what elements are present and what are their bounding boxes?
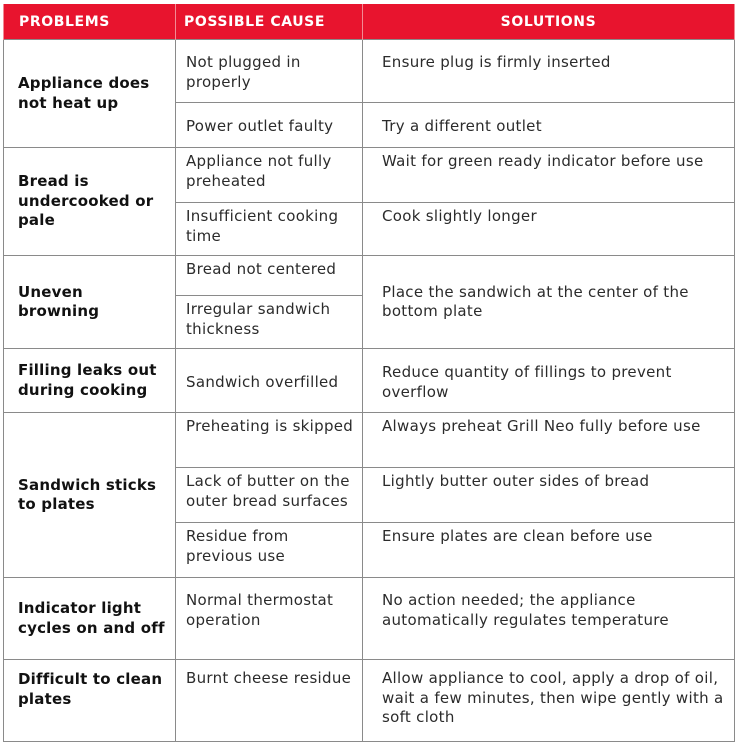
solution-cell: Cook slightly longer <box>363 203 735 256</box>
solution-cell: Allow appliance to cool, apply a drop of oil, wait a few minutes, then wipe gently with a soft cloth <box>363 660 735 742</box>
table-row <box>4 578 735 660</box>
table-row <box>4 40 735 103</box>
cause-cell: Power outlet faulty <box>176 103 363 148</box>
cause-cell: Insufficient cooking time <box>176 203 363 256</box>
cause-cell: Residue from previous use <box>176 523 363 578</box>
cause-cell: Irregular sandwich thickness <box>176 296 363 349</box>
cause-cell: Lack of butter on the outer bread surfaces <box>176 468 363 523</box>
solution-cell: Ensure plug is firmly inserted <box>363 40 735 103</box>
solution-cell: Reduce quantity of fillings to prevent overflow <box>363 349 735 413</box>
problem-cell: Difficult to clean plates <box>4 660 176 742</box>
table-row <box>4 256 735 296</box>
table-row <box>4 660 735 742</box>
problem-cell: Sandwich sticks to plates <box>4 413 176 578</box>
problem-cell: Filling leaks out during cooking <box>4 349 176 413</box>
header-solutions: SOLUTIONS <box>363 4 735 40</box>
solution-cell: Place the sandwich at the center of the bottom plate <box>363 256 735 349</box>
cause-cell: Normal thermostat operation <box>176 578 363 660</box>
solution-cell: Always preheat Grill Neo fully before use <box>363 413 735 468</box>
table-row <box>4 148 735 203</box>
troubleshooting-table <box>3 4 735 742</box>
cause-cell: Burnt cheese residue <box>176 660 363 742</box>
cause-cell: Not plugged in properly <box>176 40 363 103</box>
solution-cell: Wait for green ready indicator before use <box>363 148 735 203</box>
cause-cell: Sandwich overfilled <box>176 349 363 413</box>
cause-cell: Appliance not fully preheated <box>176 148 363 203</box>
table-row <box>4 413 735 468</box>
header-problems: PROBLEMS <box>4 4 176 40</box>
solution-cell: Ensure plates are clean before use <box>363 523 735 578</box>
cause-cell: Bread not centered <box>176 256 363 296</box>
problem-cell: Indicator light cycles on and off <box>4 578 176 660</box>
problem-cell: Bread is undercooked or pale <box>4 148 176 256</box>
solution-cell: Lightly butter outer sides of bread <box>363 468 735 523</box>
table-row <box>4 349 735 413</box>
header-possible-cause: POSSIBLE CAUSE <box>176 4 363 40</box>
header-row <box>4 4 735 40</box>
problem-cell: Appliance does not heat up <box>4 40 176 148</box>
troubleshooting-table-container <box>3 4 735 742</box>
cause-cell: Preheating is skipped <box>176 413 363 468</box>
problem-cell: Uneven browning <box>4 256 176 349</box>
solution-cell: No action needed; the appliance automatically regulates temperature <box>363 578 735 660</box>
solution-cell: Try a different outlet <box>363 103 735 148</box>
